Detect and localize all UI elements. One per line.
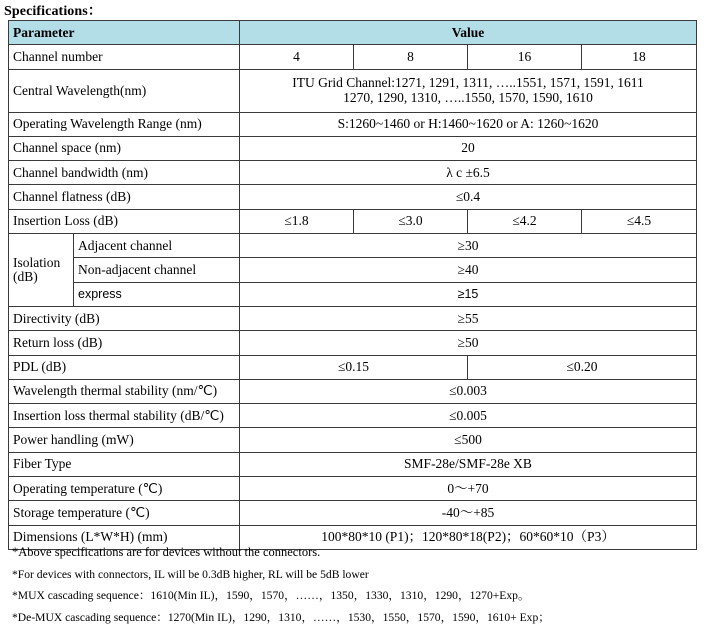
label-pdl: PDL (dB) [9, 355, 240, 379]
row-power-handling [9, 428, 697, 452]
note-mux-sequence: *MUX cascading sequence：1610(Min IL)，1590，1570，……，1350，1330，1310，1290，1270+Exp。 [12, 585, 702, 607]
row-channel-space [9, 136, 697, 160]
row-central-wavelength [9, 69, 697, 112]
header-value: Value [240, 21, 697, 45]
value-fiber-type: SMF-28e/SMF-28e XB [240, 452, 697, 476]
row-isolation-non-adjacent [9, 258, 697, 282]
label-il-thermal: Insertion loss thermal stability (dB/℃) [9, 404, 240, 428]
value-channel-4: 4 [240, 45, 354, 69]
value-isolation-adjacent: ≥30 [240, 234, 697, 258]
label-storage-temp: Storage temperature (℃) [9, 501, 240, 525]
header-row [9, 21, 697, 45]
label-isolation-express: express [74, 282, 240, 306]
row-fiber-type [9, 452, 697, 476]
value-dimensions: 100*80*10 (P1)；120*80*18(P2)；60*60*10（P3） [240, 525, 697, 549]
footnotes [12, 542, 702, 628]
value-insertion-loss-8ch: ≤3.0 [354, 209, 468, 233]
label-insertion-loss: Insertion Loss (dB) [9, 209, 240, 233]
section-heading: Specifications： [4, 0, 102, 20]
label-op-temp: Operating temperature (℃) [9, 477, 240, 501]
value-return-loss: ≥50 [240, 331, 697, 355]
label-channel-space: Channel space (nm) [9, 136, 240, 160]
value-storage-temp: -40～+85 [240, 501, 697, 525]
value-central-wavelength [240, 69, 697, 112]
label-return-loss: Return loss (dB) [9, 331, 240, 355]
note-demux-sequence: *De-MUX cascading sequence：1270(Min IL)，1290，1310，……，1530，1550，1570，1590，1610+ Exp； [12, 607, 702, 628]
row-op-wavelength-range [9, 112, 697, 136]
row-directivity [9, 306, 697, 330]
label-isolation-non-adjacent: Non-adjacent channel [74, 258, 240, 282]
row-insertion-loss [9, 209, 697, 233]
label-channel-number: Channel number [9, 45, 240, 69]
value-isolation-non-adjacent: ≥40 [240, 258, 697, 282]
value-power-handling: ≤500 [240, 428, 697, 452]
row-channel-bandwidth [9, 161, 697, 185]
value-wl-thermal: ≤0.003 [240, 379, 697, 403]
row-wl-thermal [9, 379, 697, 403]
label-isolation: Isolation (dB) [9, 234, 74, 307]
row-il-thermal [9, 404, 697, 428]
value-op-temp: 0～+70 [240, 477, 697, 501]
header-parameter: Parameter [9, 21, 240, 45]
label-isolation-adjacent: Adjacent channel [74, 234, 240, 258]
value-pdl-high: ≤0.20 [468, 355, 697, 379]
value-insertion-loss-18ch: ≤4.5 [582, 209, 697, 233]
specifications-table [8, 20, 697, 550]
value-channel-18: 18 [582, 45, 697, 69]
value-op-wavelength-range: S:1260~1460 or H:1460~1620 or A: 1260~1620 [240, 112, 697, 136]
label-dimensions: Dimensions (L*W*H) (mm) [9, 525, 240, 549]
central-wavelength-line2: 1270, 1290, 1310, …..1550, 1570, 1590, 1610 [244, 91, 692, 105]
note-with-connectors: *For devices with connectors, IL will be 0.3dB higher, RL will be 5dB lower [12, 564, 702, 586]
label-directivity: Directivity (dB) [9, 306, 240, 330]
row-isolation-adjacent [9, 234, 697, 258]
value-channel-8: 8 [354, 45, 468, 69]
label-op-wavelength-range: Operating Wavelength Range (nm) [9, 112, 240, 136]
value-channel-flatness: ≤0.4 [240, 185, 697, 209]
row-channel-flatness [9, 185, 697, 209]
value-il-thermal: ≤0.005 [240, 404, 697, 428]
value-insertion-loss-4ch: ≤1.8 [240, 209, 354, 233]
row-channel-number [9, 45, 697, 69]
label-channel-bandwidth: Channel bandwidth (nm) [9, 161, 240, 185]
value-pdl-low: ≤0.15 [240, 355, 468, 379]
label-channel-flatness: Channel flatness (dB) [9, 185, 240, 209]
row-return-loss [9, 331, 697, 355]
label-power-handling: Power handling (mW) [9, 428, 240, 452]
label-wl-thermal: Wavelength thermal stability (nm/℃) [9, 379, 240, 403]
value-directivity: ≥55 [240, 306, 697, 330]
row-isolation-express [9, 282, 697, 306]
value-channel-space: 20 [240, 136, 697, 160]
row-op-temp [9, 477, 697, 501]
label-fiber-type: Fiber Type [9, 452, 240, 476]
note-without-connectors: *Above specifications are for devices without the connectors. [12, 542, 702, 564]
central-wavelength-line1: ITU Grid Channel:1271, 1291, 1311, …..1551, 1571, 1591, 1611 [244, 76, 692, 90]
value-insertion-loss-16ch: ≤4.2 [468, 209, 582, 233]
row-storage-temp [9, 501, 697, 525]
label-central-wavelength: Central Wavelength(nm) [9, 69, 240, 112]
value-channel-bandwidth: λ c ±6.5 [240, 161, 697, 185]
value-isolation-express: ≥15 [240, 282, 697, 306]
value-channel-16: 16 [468, 45, 582, 69]
row-pdl [9, 355, 697, 379]
